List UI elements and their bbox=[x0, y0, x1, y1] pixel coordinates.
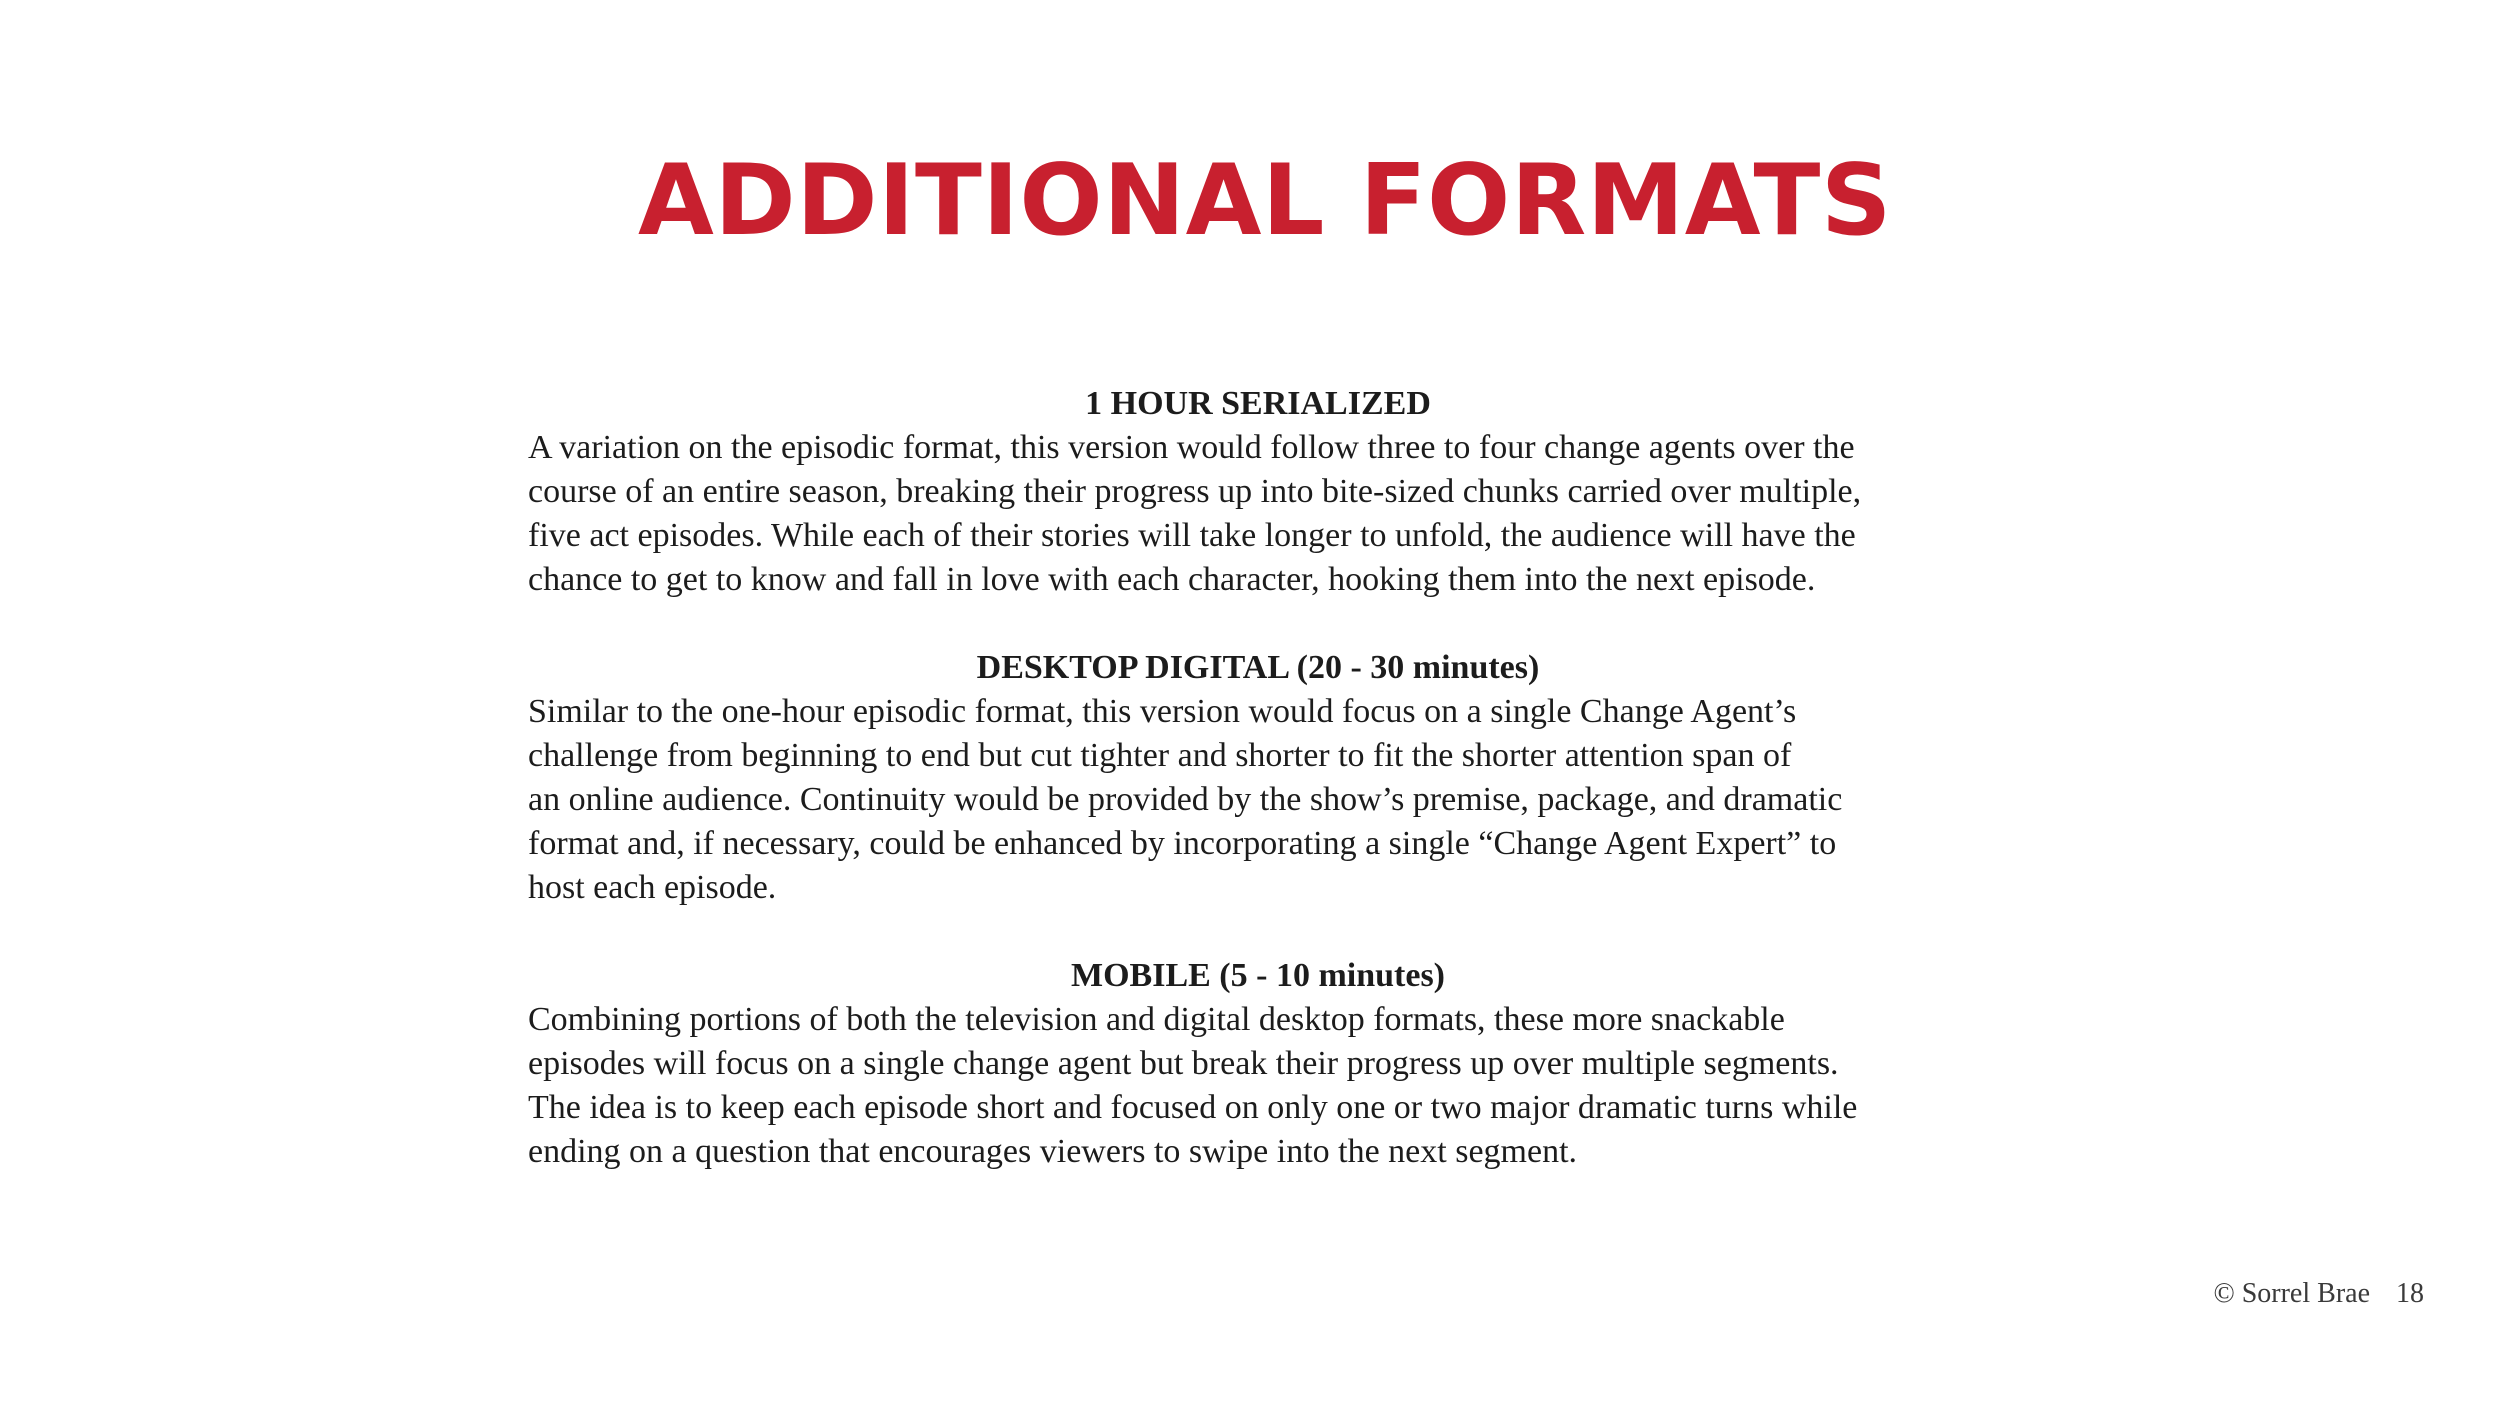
format-section-1-hour-serialized bbox=[528, 382, 1988, 602]
section-body bbox=[528, 690, 1988, 910]
body-line: chance to get to know and fall in love with each character, hooking them into the next episode. bbox=[528, 561, 1816, 598]
body-line: ending on a question that encourages viewers to swipe into the next segment. bbox=[528, 1133, 1578, 1170]
section-heading: MOBILE (5 - 10 minutes) bbox=[1071, 957, 1445, 994]
body-line: format and, if necessary, could be enhanced by incorporating a single “Change Agent Expert” to bbox=[528, 825, 1837, 862]
body-line: challenge from beginning to end but cut tighter and shorter to fit the shorter attention span of bbox=[528, 737, 1792, 774]
section-body bbox=[528, 998, 1988, 1174]
body-line: The idea is to keep each episode short and focused on only one or two major dramatic turns while bbox=[528, 1089, 1858, 1126]
page-title: ADDITIONAL FORMATS bbox=[638, 144, 1892, 258]
section-body bbox=[528, 426, 1988, 602]
formats-content bbox=[528, 382, 1988, 1218]
format-section-mobile bbox=[528, 954, 1988, 1174]
section-heading: 1 HOUR SERIALIZED bbox=[1085, 385, 1431, 422]
body-line: Combining portions of both the television and digital desktop formats, these more snackable bbox=[528, 1001, 1785, 1038]
page-number: 18 bbox=[2396, 1278, 2424, 1309]
section-heading: DESKTOP DIGITAL (20 - 30 minutes) bbox=[976, 649, 1540, 686]
body-line: A variation on the episodic format, this version would follow three to four change agents over the bbox=[528, 429, 1855, 466]
body-line: five act episodes. While each of their stories will take longer to unfold, the audience will have the bbox=[528, 517, 1856, 554]
page-footer bbox=[2213, 1277, 2424, 1311]
format-section-desktop-digital bbox=[528, 646, 1988, 910]
body-line: an online audience. Continuity would be provided by the show’s premise, package, and dramatic bbox=[528, 781, 1843, 818]
copyright-notice: © Sorrel Brae bbox=[2213, 1278, 2370, 1309]
body-line: course of an entire season, breaking their progress up into bite-sized chunks carried over multiple, bbox=[528, 473, 1862, 510]
body-line: episodes will focus on a single change agent but break their progress up over multiple segments. bbox=[528, 1045, 1839, 1082]
body-line: host each episode. bbox=[528, 869, 777, 906]
body-line: Similar to the one-hour episodic format, this version would focus on a single Change Agent’s bbox=[528, 693, 1797, 730]
